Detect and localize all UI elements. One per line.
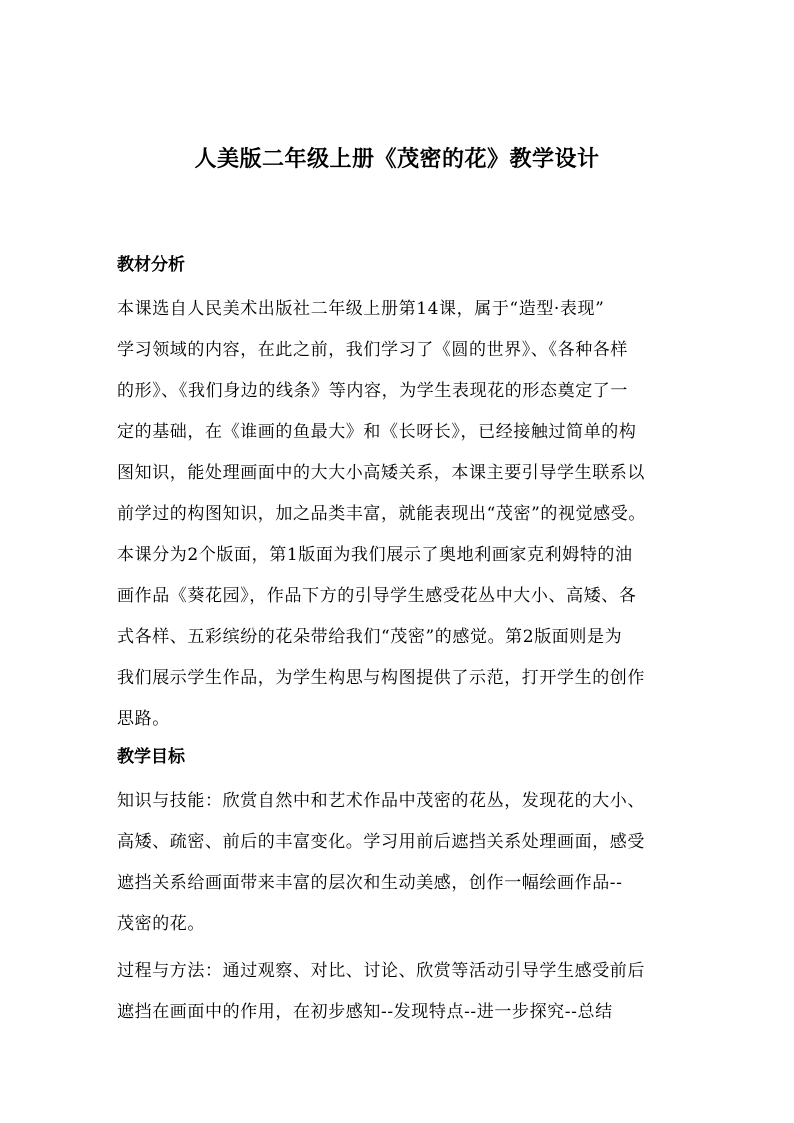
document-body xyxy=(117,248,689,1033)
section-paragraph xyxy=(117,781,689,945)
text-line: 图知识，能处理画面中的大大小高矮关系，本课主要引导学生联系以 xyxy=(117,463,645,483)
text-line: 过程与方法：通过观察、对比、讨论、欣赏等活动引导学生感受前后 xyxy=(117,961,645,981)
text-line: 本课选自人民美术出版社二年级上册第14课，属于“造型·表现” xyxy=(117,299,605,319)
text-line: 我们展示学生作品，为学生构思与构图提供了示范，打开学生的创作 xyxy=(117,668,645,688)
text-line: 学习领域的内容，在此之前，我们学习了《圆的世界》、《各种各样 xyxy=(117,340,628,360)
text-line: 定的基础，在《谁画的鱼最大》和《长呀长》，已经接触过简单的构 xyxy=(117,422,637,442)
text-line: 高矮、疏密、前后的丰富变化。学习用前后遮挡关系处理画面，感受 xyxy=(117,832,645,852)
text-line: 画作品《葵花园》，作品下方的引导学生感受花丛中大小、高矮、各 xyxy=(117,586,637,606)
section-heading: 教学目标 xyxy=(117,747,185,767)
text-line: 式各样、五彩缤纷的花朵带给我们“茂密”的感觉。第2版面则是为 xyxy=(117,627,623,647)
section-paragraph xyxy=(117,951,689,1033)
section-heading: 教材分析 xyxy=(117,255,185,275)
text-line: 茂密的花。 xyxy=(117,914,205,934)
text-line: 的形》、《我们身边的线条》等内容，为学生表现花的形态奠定了一 xyxy=(117,381,628,401)
section-paragraph xyxy=(117,289,689,740)
text-line: 遮挡关系给画面带来丰富的层次和生动美感，创作一幅绘画作品-- xyxy=(117,873,623,893)
text-line: 前学过的构图知识，加之品类丰富，就能表现出“茂密”的视觉感受。 xyxy=(117,504,646,524)
text-line: 思路。 xyxy=(117,709,170,729)
document-title: 人美版二年级上册《茂密的花》教学设计 xyxy=(194,146,600,172)
text-line: 本课分为2个版面，第1版面为我们展示了奥地利画家克利姆特的油 xyxy=(117,545,633,565)
text-line: 遮挡在画面中的作用，在初步感知--发现特点--进一步探究--总结 xyxy=(117,1002,613,1022)
text-line: 知识与技能：欣赏自然中和艺术作品中茂密的花丛，发现花的大小、 xyxy=(117,791,645,811)
